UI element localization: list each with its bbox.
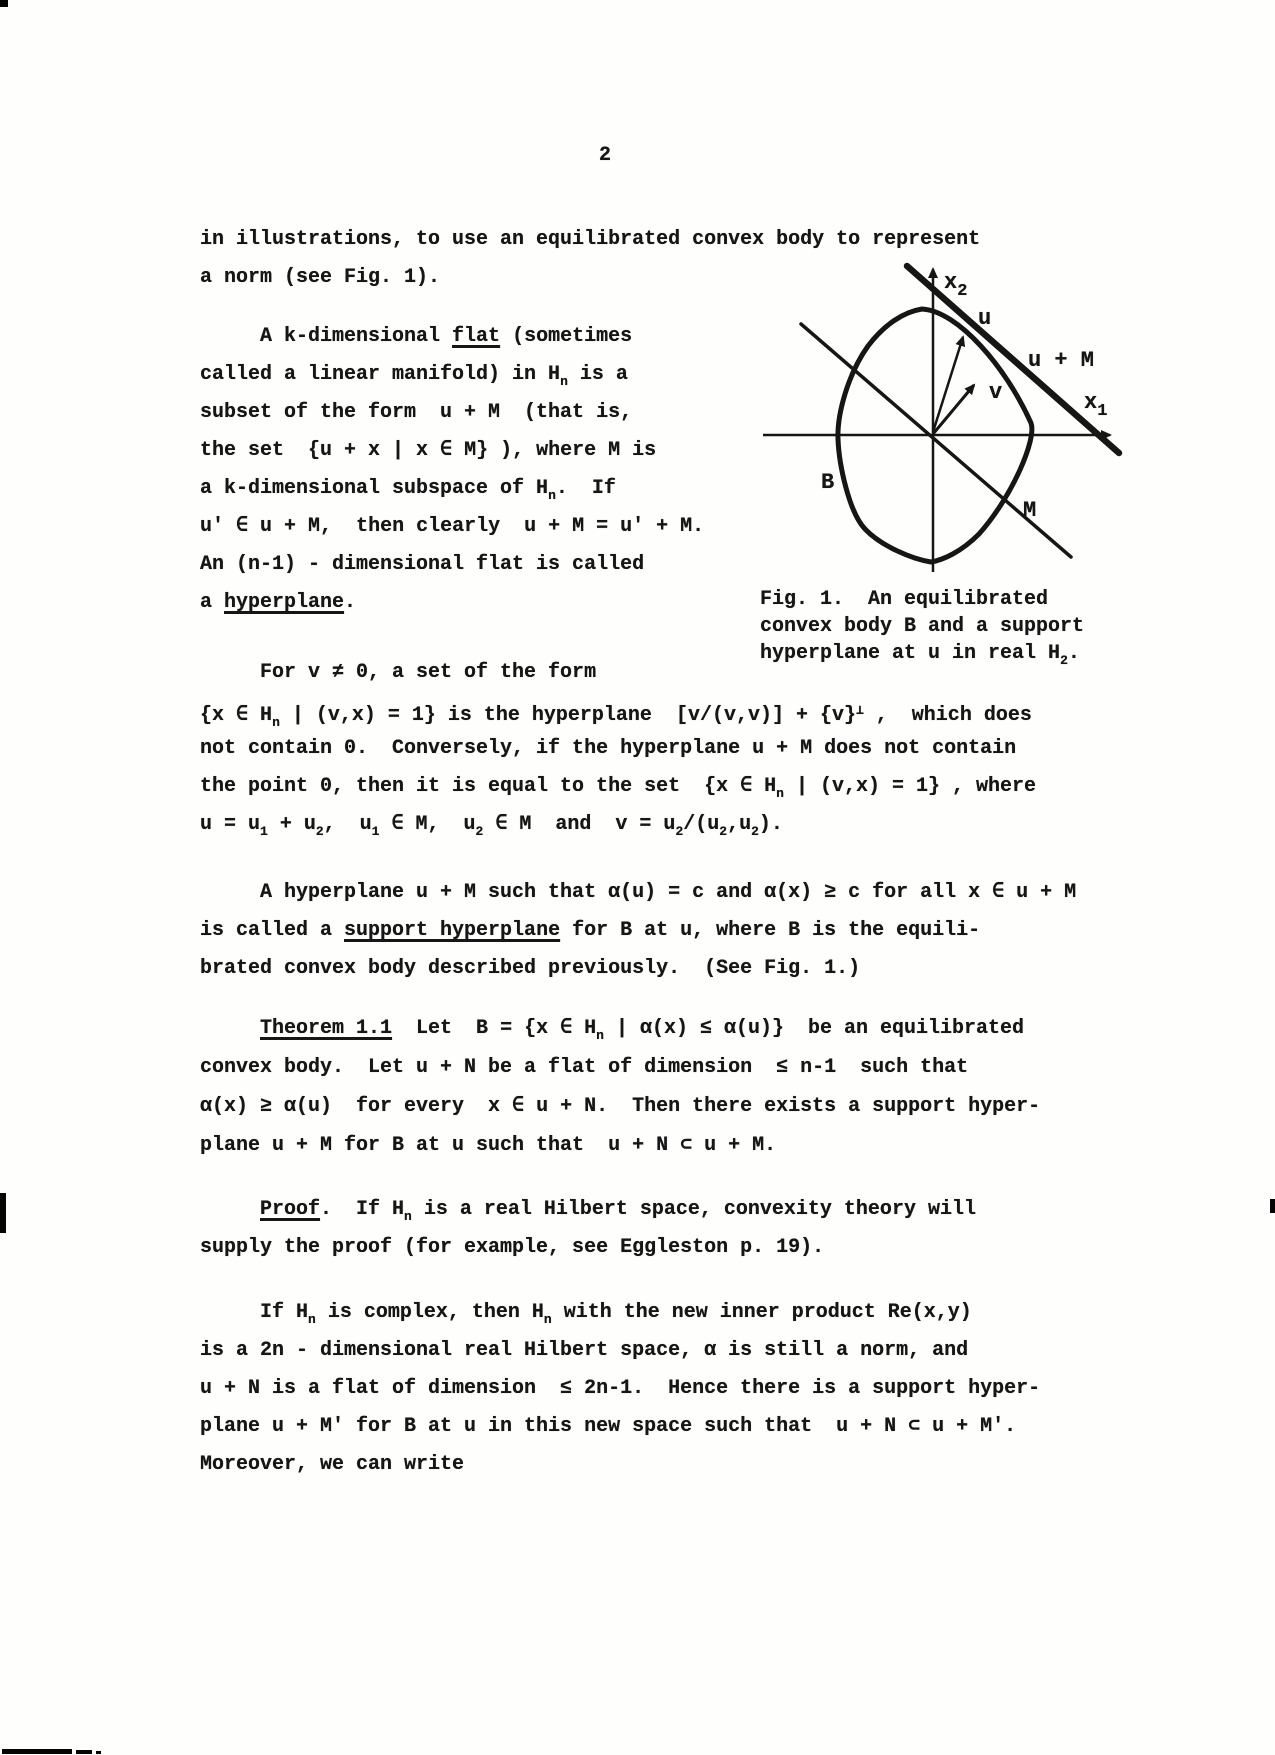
- text-line: {x ∈ $H_n$ | (v,x) = 1} is the hyperplane [v/(v,v)] + {v}⊥ , which does: [200, 703, 1032, 730]
- scan-artifact-left-edge: [0, 1193, 6, 1233]
- text-line: Theorem 1.1 Let B = {x ∈ $H_n$ | α(x) ≤ α(u)} be an equilibrated: [260, 1017, 1025, 1043]
- x1-axis-label: $x_1$: [1084, 390, 1108, 421]
- text-line: A k-dimensional flat (sometimes: [200, 325, 633, 348]
- page-number: 2: [598, 144, 611, 167]
- text-line: the point 0, then it is equal to the set {x ∈ $H_n$ | (v,x) = 1} , where: [200, 775, 1036, 801]
- text-line: plane u + M for B at u such that u + N ⊂ u + M.: [200, 1134, 777, 1157]
- text-line: a norm (see Fig. 1).: [200, 266, 441, 289]
- text-line: u' ∈ u + M, then clearly u + M = u' + M.: [200, 515, 705, 538]
- paragraph-hyperplane-form: [200, 654, 1036, 844]
- paragraph-complex-case: [200, 1294, 1040, 1484]
- text-line: Moreover, we can write: [200, 1453, 465, 1476]
- text-line: a k-dimensional subspace of $H_n$. If: [200, 477, 616, 503]
- text-line: convex body. Let u + N be a flat of dimension ≤ n-1 such that: [200, 1056, 969, 1079]
- line-M-label: M: [1023, 498, 1037, 523]
- text-line: α(x) ≥ α(u) for every x ∈ u + N. Then there exists a support hyper-: [200, 1095, 1041, 1118]
- scan-artifact-right-edge: [1270, 1199, 1275, 1213]
- text-line: supply the proof (for example, see Eggleston p. 19).: [200, 1236, 825, 1259]
- text-line: An (n-1) - dimensional flat is called: [200, 553, 645, 576]
- point-u-label: u: [978, 306, 992, 331]
- text-line: in illustrations, to use an equilibrated convex body to represent: [200, 228, 981, 251]
- text-line: the set {u + x | x ∈ M} ), where M is: [200, 439, 657, 462]
- paragraph-flat-definition: [200, 318, 704, 622]
- text-line: is called a support hyperplane for B at u, where B is the equili-: [200, 919, 981, 942]
- text-line: convex body B and a support: [760, 615, 1085, 638]
- text-line: not contain 0. Conversely, if the hyperplane u + M does not contain: [200, 737, 1017, 760]
- text-line: plane u + M' for B at u in this new space such that u + N ⊂ u + M'.: [200, 1415, 1017, 1438]
- scan-artifact-bottom-bar: [2, 1749, 72, 1754]
- text-line: For v ≠ 0, a set of the form: [200, 661, 597, 684]
- text-line: subset of the form u + M (that is,: [200, 401, 633, 424]
- theorem-1-1: [200, 1009, 1040, 1165]
- scan-artifact-bottom-dash: [76, 1750, 92, 1754]
- text-line: A hyperplane u + M such that α(u) = c and α(x) ≥ c for all x ∈ u + M: [200, 881, 1077, 904]
- text-line: brated convex body described previously. (See Fig. 1.): [200, 957, 861, 980]
- text-line: a hyperplane.: [200, 591, 357, 614]
- body-B-label: B: [821, 470, 835, 495]
- text-line: hyperplane at u in real $H_2$.: [760, 642, 1080, 668]
- text-line: Fig. 1. An equilibrated: [760, 588, 1049, 611]
- text-line: If $H_n$ is complex, then $H_n$ with the new inner product Re(x,y): [200, 1301, 972, 1327]
- x2-axis-label: $x_2$: [944, 270, 968, 301]
- text-line: u + N is a flat of dimension ≤ 2n-1. Hence there is a support hyper-: [200, 1377, 1041, 1400]
- scan-artifact-top-left: [0, 0, 8, 7]
- text-line: $u = u_1 + u_2$, $u_1$ ∈ M, $u_2$ ∈ M and $v = u_2/(u_2,u_2)$.: [200, 813, 783, 839]
- paragraph-proof: [200, 1191, 976, 1267]
- scan-artifact-bottom-dot: [96, 1751, 101, 1754]
- text-line: Proof. If $H_n$ is a real Hilbert space, convexity theory will: [260, 1198, 976, 1224]
- text-line: is a 2n - dimensional real Hilbert space, α is still a norm, and: [200, 1339, 969, 1362]
- u-plus-M-label: u + M: [1028, 348, 1095, 373]
- vector-v-label: v: [989, 380, 1003, 405]
- paragraph-support-hyperplane: [200, 874, 1076, 988]
- text-line: called a linear manifold) in $H_n$ is a: [200, 363, 628, 389]
